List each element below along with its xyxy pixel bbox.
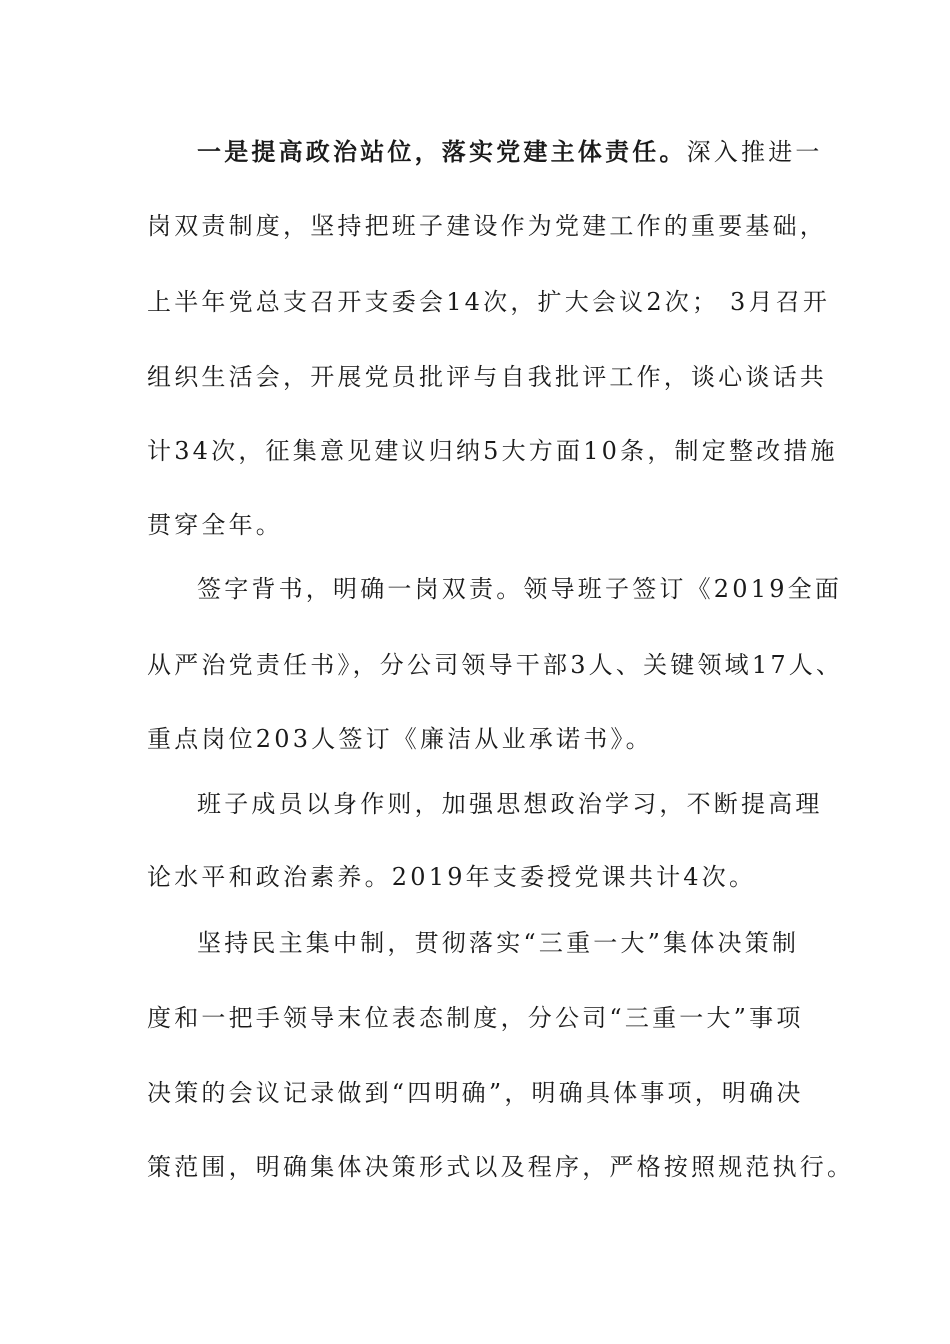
paragraph-4-line-4: 策范围，明确集体决策形式以及程序，严格按照规范执行。: [147, 1153, 855, 1181]
paragraph-4-line-1: 坚持民主集中制，贯彻落实“三重一大”集体决策制: [197, 929, 800, 957]
paragraph-1-line-4: 组织生活会，开展党员批评与自我批评工作，谈心谈话共: [147, 363, 827, 391]
paragraph-3-line-1: 班子成员以身作则，加强思想政治学习，不断提高理: [197, 790, 823, 818]
paragraph-4-line-3: 决策的会议记录做到“四明确”，明确具体事项，明确决: [147, 1079, 804, 1107]
paragraph-1-line-1: [197, 132, 827, 172]
paragraph-4-line-2: 度和一把手领导末位表态制度，分公司“三重一大”事项: [147, 1004, 804, 1032]
paragraph-1-heading: 一是提高政治站位，落实党建主体责任。: [197, 137, 687, 166]
paragraph-1-line-2: 岗双责制度，坚持把班子建设作为党建工作的重要基础，: [147, 212, 827, 240]
paragraph-2-line-2: 从严治党责任书》，分公司领导干部3人、关键领域17人、: [147, 651, 844, 679]
paragraph-1-line-6: 贯穿全年。: [147, 511, 283, 539]
paragraph-1-line-1-text: 深入推进一: [686, 138, 823, 166]
paragraph-2-line-3: 重点岗位203人签订《廉洁从业承诺书》。: [147, 725, 653, 753]
paragraph-3-line-2: 论水平和政治素养。2019年支委授党课共计4次。: [147, 863, 757, 891]
paragraph-1-line-3: 上半年党总支召开支委会14次，扩大会议2次； 3月召开: [147, 288, 831, 316]
paragraph-2-line-1: 签字背书，明确一岗双责。领导班子签订《2019全面: [197, 575, 843, 603]
paragraph-1-line-5: 计34次，征集意见建议归纳5大方面10条，制定整改措施: [147, 437, 838, 465]
